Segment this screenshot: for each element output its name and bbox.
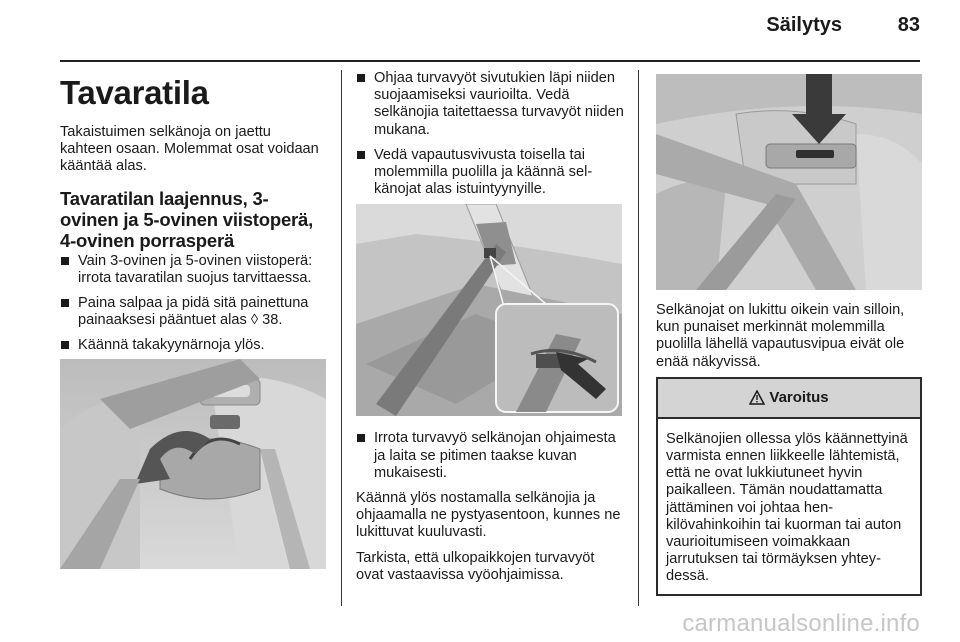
bullet-square-icon: [61, 341, 69, 349]
column-divider-1: [341, 70, 342, 606]
paragraph: Käännä ylös nostamalla selkänojia ja ohjaamalla ne pystyasentoon, kunnes ne lukittuvat kuuluvasti.: [356, 490, 621, 541]
list-item-text: Ohjaa turvavyöt sivutukien läpi niiden suojaamiseksi vaurioilta. Vedä selkänojia taitettaessa turvavyöt niiden mukana.: [374, 70, 624, 138]
list-item: [356, 70, 624, 139]
seat-belt-guide-illustration: [356, 204, 622, 416]
section-title: Tavaratila: [60, 74, 209, 111]
list-item-text: Vedä vapautusvivusta toisella tai molemmilla puolilla ja käännä selkänojat alas istuintyynyille.: [374, 146, 593, 198]
warning-triangle-icon: [749, 390, 765, 405]
column-left: [60, 70, 326, 583]
bullet-square-icon: [61, 257, 69, 265]
bullet-square-icon: [357, 74, 365, 82]
warning-box: [656, 377, 922, 596]
column-middle: [356, 70, 624, 592]
list-item-text: Käännä takakyynärnoja ylös.: [78, 337, 265, 354]
paragraph: Selkänojat on lukittu oikein vain silloin, kun punaiset merkinnät molemmilla puolilla lähellä vapautusvipua eivät ole enää näkyvissä.: [656, 302, 905, 370]
subheading: Tavaratilan laajennus, 3-ovinen ja 5-ovinen viistoperä, 4-ovinen porrasperä: [60, 187, 314, 251]
running-header-title: Säilytys: [766, 14, 842, 36]
bullet-square-icon: [61, 299, 69, 307]
column-right: [656, 70, 922, 596]
bullet-square-icon: [357, 151, 365, 159]
page-number: 83: [897, 14, 920, 36]
warning-body: Selkänojien ollessa ylös käännettyinä varmista ennen liikkeelle lähtemistä, että ne ovat lukkiutuneet hyvin paikalleen. Tämän noudattamatta jättäminen voi johtaa henkilövahinkoihin tai kuorman tai auton vaurioitumiseen voimakkaan jarrutuksen tai törmäyksen yhteydessä.: [666, 430, 908, 585]
list-item: [60, 253, 326, 287]
seat-lock-indicator-illustration: [656, 74, 922, 290]
warning-header: [658, 379, 920, 419]
warning-title: Varoitus: [769, 389, 829, 407]
header-rule: [60, 60, 920, 62]
list-item: [60, 295, 326, 329]
list-item-text: Paina salpaa ja pidä sitä painettuna painaaksesi pääntuet alas ◊ 38.: [78, 295, 309, 329]
list-item-text: Vain 3-ovinen ja 5-ovinen viistoperä: irrota tavaratilan suojus tarvittaessa.: [78, 252, 313, 286]
list-item: [60, 337, 326, 354]
list-item-text: Irrota turvavyö selkänojan ohjaimesta ja laita se pitimen taakse kuvan mukaisesti.: [374, 430, 616, 481]
list-item: [356, 430, 624, 482]
watermark: carmanualsonline.info: [682, 610, 920, 637]
armrest-illustration: [60, 359, 326, 569]
bullet-square-icon: [357, 434, 365, 442]
intro-paragraph: Takaistuimen selkänoja on jaettu kahteen osaan. Molemmat osat voidaan kääntää alas.: [60, 124, 319, 175]
column-divider-2: [638, 70, 639, 606]
paragraph: Tarkista, että ulkopaikkojen turvavyöt ovat vastaavissa vyöohjaimissa.: [356, 549, 595, 583]
list-item: [356, 147, 624, 199]
